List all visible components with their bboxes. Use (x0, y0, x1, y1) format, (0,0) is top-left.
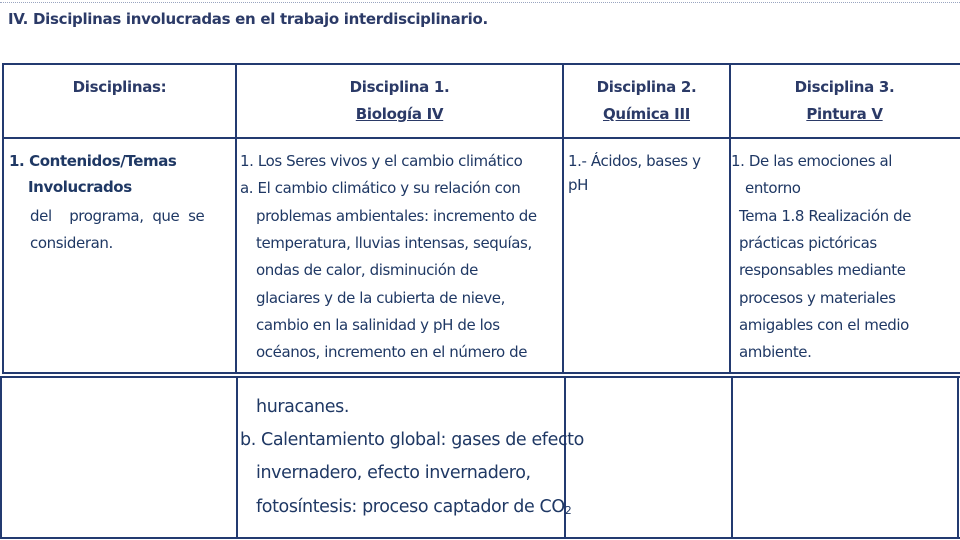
table1-top-border (2, 63, 960, 65)
pint-line-1: 1. De las emociones al (731, 152, 893, 170)
table2-col-divider-1 (236, 376, 238, 539)
bio-cont-line-2: b. Calentamiento global: gases de efecto (240, 430, 584, 450)
header-disciplina-2-label: Disciplina 2. (596, 78, 697, 96)
table2-left-border (0, 376, 2, 539)
bio-cont-line-1: huracanes. (256, 397, 349, 417)
top-dotted-rule (0, 2, 960, 3)
header-disciplina-1 (237, 74, 562, 128)
bio-cont-line-3: invernadero, efecto invernadero, (256, 463, 531, 483)
header-disciplina-2-subject: Química III (602, 105, 691, 123)
quim-line-1: 1.- Ácidos, bases y (568, 152, 701, 170)
header-disciplina-3-subject: Pintura V (806, 105, 883, 123)
bio-line-2: a. El cambio climático y su relación con (240, 179, 521, 197)
header-disciplina-3-label: Disciplina 3. (794, 78, 895, 96)
bio-line-3: problemas ambientales: incremento de (256, 207, 537, 225)
co2-subscript: 2 (564, 504, 572, 517)
header-disciplinas-label: Disciplinas: (72, 78, 167, 96)
header-disciplina-1-label: Disciplina 1. (349, 78, 450, 96)
header-disciplina-3 (731, 74, 958, 128)
table2-top-border (0, 376, 960, 378)
header-disciplina-1-subject: Biología IV (355, 105, 444, 123)
table2-bottom-border (0, 537, 960, 539)
table2-right-border (957, 376, 959, 539)
pint-line-2: entorno (745, 179, 801, 197)
section-title: IV. Disciplinas involucradas en el trabajo interdisciplinario. (8, 10, 488, 28)
table1-header-divider (2, 137, 960, 139)
table2-col-divider-3 (731, 376, 733, 539)
table1-left-border (2, 63, 4, 374)
bio-cont-line-4-text: fotosíntesis: proceso captador de CO (256, 497, 565, 517)
header-disciplinas (4, 74, 235, 101)
pint-line-6: procesos y materiales (739, 289, 896, 307)
bio-line-1: 1. Los Seres vivos y el cambio climático (240, 152, 523, 170)
contenidos-desc-line1: del programa, que se (30, 207, 205, 225)
header-disciplina-2 (564, 74, 729, 128)
contenidos-desc-line2: consideran. (30, 234, 113, 252)
pint-line-4: prácticas pictóricas (739, 234, 877, 252)
contenidos-heading-line2: Involucrados (28, 178, 132, 196)
pint-line-3: Tema 1.8 Realización de (739, 207, 912, 225)
contenidos-heading-line1: 1. Contenidos/Temas (9, 152, 177, 170)
bio-line-6: glaciares y de la cubierta de nieve, (256, 289, 506, 307)
bio-line-4: temperatura, lluvias intensas, sequías, (256, 234, 532, 252)
bio-line-5: ondas de calor, disminución de (256, 261, 478, 279)
pint-line-8: ambiente. (739, 343, 812, 361)
pint-line-7: amigables con el medio (739, 316, 909, 334)
quim-line-2: pH (568, 176, 589, 194)
bio-line-8: océanos, incremento en el número de (256, 343, 528, 361)
bio-cont-line-4 (256, 490, 571, 524)
table1-bottom-border (2, 372, 960, 374)
bio-line-7: cambio en la salinidad y pH de los (256, 316, 500, 334)
pint-line-5: responsables mediante (739, 261, 906, 279)
